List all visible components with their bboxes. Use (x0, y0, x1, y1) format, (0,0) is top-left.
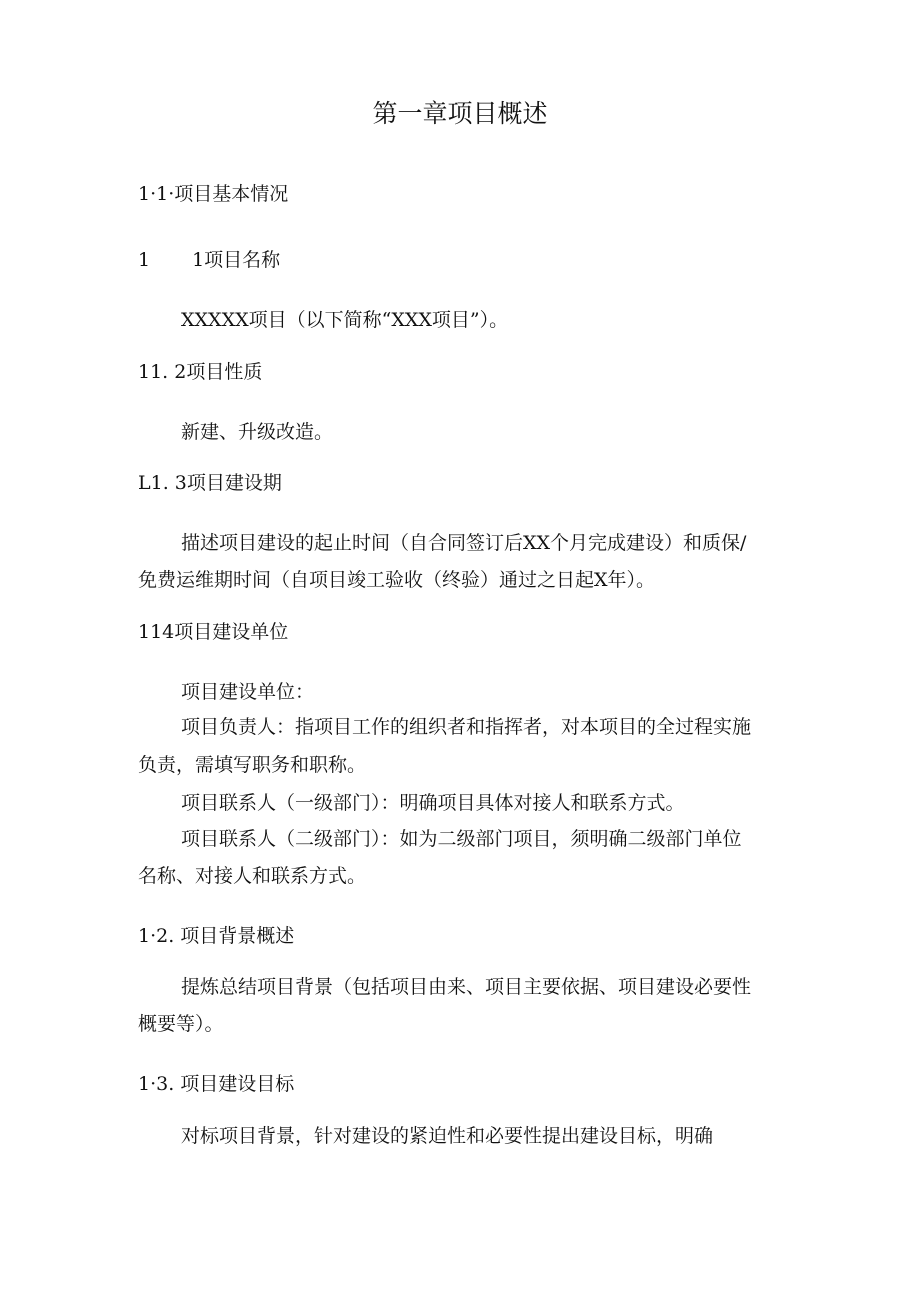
section-number: 1 (138, 249, 151, 271)
paragraph-contact-level-1: 项目联系人（一级部门）：明确项目具体对接人和联系方式。 (181, 792, 685, 814)
section-heading-1-1-4: 114项目建设单位 (138, 621, 289, 643)
paragraph-contact-level-2-line-1: 项目联系人（二级部门）：如为二级部门项目，须明确二级部门单位 (181, 828, 742, 850)
paragraph-period-line-1: 描述项目建设的起止时间（自合同签订后XX个月完成建设）和质保/ (181, 532, 747, 554)
paragraph-contact-level-2-line-2: 名称、对接人和联系方式。 (138, 865, 367, 887)
paragraph-background-line-2: 概要等）。 (138, 1013, 224, 1035)
section-heading-1-1-2: 11. 2项目性质 (138, 361, 263, 383)
paragraph-leader-line-1: 项目负责人：指项目工作的组织者和指挥者，对本项目的全过程实施 (181, 716, 752, 738)
section-heading-1-1-1 (138, 246, 788, 274)
paragraph-project-name: XXXXX项目（以下简称“XXX项目”）。 (181, 309, 509, 331)
paragraph-construction-unit: 项目建设单位： (181, 681, 315, 703)
section-heading-1-1-3: L1. 3项目建设期 (138, 472, 282, 494)
section-heading-1-2: 1·2. 项目背景概述 (138, 925, 295, 947)
paragraph-period-line-2: 免费运维期时间（自项目竣工验收（终验）通过之日起X年）。 (138, 569, 656, 591)
paragraph-project-nature: 新建、升级改造。 (181, 421, 334, 443)
paragraph-leader-line-2: 负责，需填写职务和职称。 (138, 754, 367, 776)
paragraph-goal-line-1: 对标项目背景，针对建设的紧迫性和必要性提出建设目标，明确 (181, 1125, 714, 1147)
paragraph-background-line-1: 提炼总结项目背景（包括项目由来、项目主要依据、项目建设必要性 (181, 976, 752, 998)
chapter-title: 第一章项目概述 (372, 99, 548, 128)
section-heading-1-1: 1·1·项目基本情况 (138, 183, 289, 205)
section-label: 1项目名称 (192, 249, 281, 271)
section-heading-1-3: 1·3. 项目建设目标 (138, 1073, 295, 1095)
